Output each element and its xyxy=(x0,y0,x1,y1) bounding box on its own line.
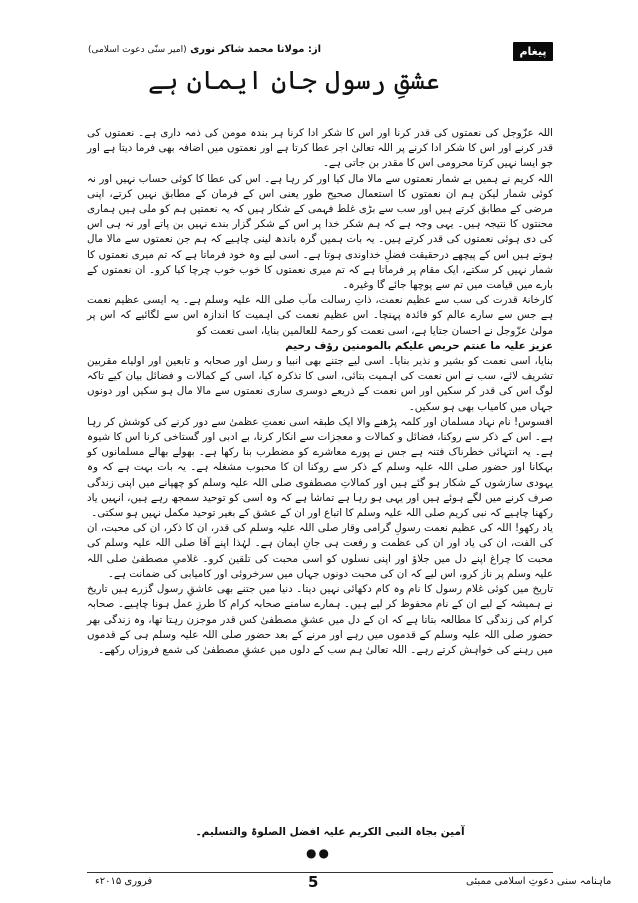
paragraph: افسوس! نام نہاد مسلمان اور کلمہ پڑھنے والا ایک طبقہ اسی نعمتِ عظمیٰ سے دور کرنے کی کوشش کر رہا ہے۔ اس کے ذکر سے روکنا، فضائل و کمالات و معجزات سے انکار کرنا، بے ادبی اور گستاخی کرنا اس کا شیوہ ہے۔ یہ انتہائی خطرناک فتنہ ہے جس نے پورے معاشرے کو مضطرب بنا رکھا ہے۔ بھولے بھالے مسلمانوں کو بہکانا اور حضور صلی اللہ علیہ وسلم کے ذکر سے روکنا ان کا محبوب مشغلہ ہے۔ یہ بات بہت ہے کہ وہ یہودی سازشوں کے شکار ہو گئے ہیں اور کمالاتِ مصطفوی صلی اللہ علیہ وسلم کو چھپانے میں اپنی زندگی صرف کرنے میں لگے ہوئے ہیں اور یہی ہو رہا ہے تماشا ہے کہ وہ اسی کو توحید سمجھ رہے ہیں، انہیں یاد رکھنا چاہیے کہ نبی کریم صلی اللہ علیہ وسلم کا اتباع اور ان کے عشق کے بغیر توحید مکمل نہیں ہو سکتی۔ xyxy=(87,415,553,520)
author-line xyxy=(88,44,321,55)
page-number: 5 xyxy=(308,873,319,891)
quranic-verse: عزیز علیہ ما عنتم حریص علیکم بالمومنین رؤف رحیم xyxy=(285,339,553,352)
paragraph: بنایا، اسی نعمت کو بشیر و نذیر بنایا۔ اسی لیے جتنے بھی انبیا و رسل اور صحابہ و تابعین اور اولیاے مقربین تشریف لائے، سب نے اس نعمت کی اہمیت بتائی، اسی کا تذکرہ کیا، اسی کے کمالات و فضائل بیان کیے تاکہ لوگ اس کی قدر کر سکیں اور اس نعمت کے ذریعے دوسری ساری نعمتوں سے مالا مال ہو سکیں اور دونوں جہاں میں کامیاب بھی ہو سکیں۔ xyxy=(87,355,553,413)
paragraph: کارخانۂ قدرت کی سب سے عظیم نعمت، ذاتِ رسالت مآب صلی اللہ علیہ وسلم ہے۔ یہ ایسی عظیم نعمت ہے جس سے سارے عالم کو فائدہ پہنچا۔ اس عظیم نعمت کی اہمیت کا اندازہ اس سے لگائیے کہ اس پر مولیٰ عزّوجل نے احسان جتایا ہے، اسی نعمت کو رحمۃ للعالمین بنایا، اسی نعمت کو xyxy=(87,294,553,337)
footer-issue-date: فروری ۲۰۱۵ء xyxy=(95,876,153,887)
paragraph: تاریخ میں کوئی غلام رسول کا نام وہ کام دکھائی نہیں دیتا۔ دنیا میں جتنے بھی عاشقِ رسول گزرے ہیں تاریخ نے ہمیشہ کے لیے ان کے نام محفوظ کر لیے ہیں۔ ہمارے سامنے صحابہ کرام کا طرزِ عمل ہونا چاہیے۔ صحابہ کرام کی زندگی کا مطالعہ بتاتا ہے کہ ان کے دل میں عشقِ مصطفیٰ کس قدر موجزن رہتا تھا، وہ زندگی بھر حضور صلی اللہ علیہ وسلم کے قدموں میں رہے اور مرنے کے بعد حضور صلی اللہ علیہ وسلم ہی کے قدموں میں رہنے کی خواہش کرتے رہے۔ اللہ تعالیٰ ہم سب کے دلوں میں عشقِ مصطفیٰ کی شمع فروزاں رکھے۔ xyxy=(87,583,553,656)
footer-magazine-name: ماہنامہ سنی دعوتِ اسلامی ممبئی xyxy=(466,876,612,887)
paragraph: اللہ عزّوجل کی نعمتوں کی قدر کرنا اور اس کا شکر ادا کرنا ہر بندہ مومن کی ذمہ داری ہے۔ نعمتوں کی قدر کرنے اور اس کا شکر ادا کرنے پر اللہ تعالیٰ اجر عطا کرتا ہے اور نعمتوں میں اضافہ بھی فرما دیتا ہے اور جو ایسا نہیں کرتا محرومی اس کا مقدر بن جاتی ہے۔ xyxy=(87,127,553,170)
author-organization: (امیر سنّی دعوت اسلامی) xyxy=(88,45,187,55)
footer-divider xyxy=(87,872,553,873)
paragraph: اللہ کریم نے ہمیں بے شمار نعمتوں سے مالا مال کیا اور کر رہا ہے۔ اس کی عطا کا کوئی حساب نہیں اور نہ کوئی شمار لیکن ہم ان نعمتوں کا استعمال صحیح طور یعنی اس کے فرمان کے مطابق نہیں کرتے، اپنی مرضی کے مطابق کرتے ہیں اور سب سے بڑی غلط فہمی کے شکار ہیں کہ یہ نعمتیں ہم کو ملی ہیں ہماری محنتوں کا نتیجہ ہیں۔ یہی وجہ ہے کہ ہم شکر خدا پر اس کے شکر گزار بندے نہیں بن پاتے اور نہ ہی اس کی دی ہوئی نعمتوں کی قدر کرتے ہیں۔ یہ بات ہمیں گرہ باندھ لینی چاہیے کہ ہم جن نعمتوں سے مالا مال ہوتے ہیں اس کے پیچھے درحقیقت فضلِ خداوندی ہوتا ہے۔ اسی لیے وہ خود فرماتا ہے کہ تم میری نعمتوں کا شمار نہیں کر سکتے، ایک مقام پر فرماتا ہے کہ تم میری نعمتوں کا خوب خوب چرچا کیا کرو۔ ان نعمتوں کے بارے میں قیامت میں تم سے پوچھا جائے گا وغیرہ۔ xyxy=(87,172,553,292)
closing-prayer: آمین بجاہ النبی الکریم علیہ افضل الصلوۃ والتسلیم۔ xyxy=(195,826,465,838)
author-name: از: مولانا محمد شاکر نوری xyxy=(190,44,322,55)
end-ornament: ●● xyxy=(306,846,331,860)
article-title: عشقِ رسول جانِ ایمان ہے xyxy=(147,66,440,96)
article-body xyxy=(87,126,553,658)
paragraph: یاد رکھو! اللہ کی عظیم نعمت رسولِ گرامی وقار صلی اللہ علیہ وسلم کی قدر، ان کا ذکر، ان کی محبت، ان کی الفت، ان کی یاد اور ان کی عظمت و رفعت ہی جانِ ایمان ہے۔ لہٰذا اپنے آقا صلی اللہ علیہ وسلم کی محبت کا چراغ اپنے دل میں جلاؤ اور اپنی نسلوں کو اسی محبت کی تلقین کرو۔ غلامیِ مصطفیٰ صلی اللہ علیہ وسلم پر ناز کرو، اس لیے کہ ان کی محبت دونوں جہاں میں سرخروئی اور کامیابی کی ضمانت ہے۔ xyxy=(87,522,553,580)
section-badge: پیغام xyxy=(513,42,553,61)
